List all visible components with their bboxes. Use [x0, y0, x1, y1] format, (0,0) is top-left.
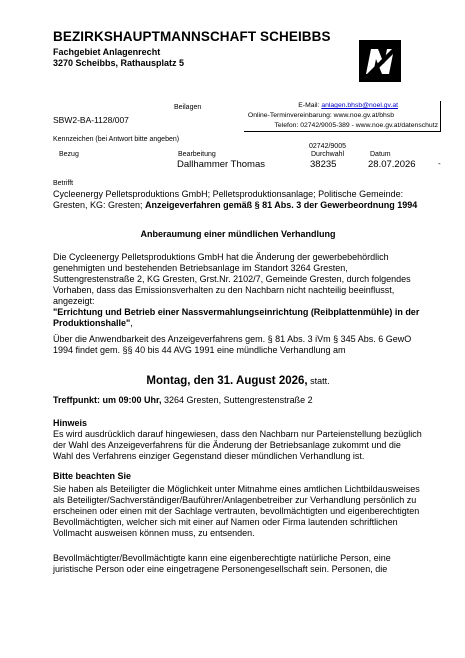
durchwahl-prefix: 02742/9005	[309, 143, 346, 150]
bearbeitung-label: Bearbeitung	[178, 151, 216, 158]
meeting-point-bold: Treffpunkt: um 09:00 Uhr,	[53, 395, 162, 405]
project-tail: ,	[130, 318, 133, 328]
hinweis-text: Es wird ausdrücklich darauf hingewiesen, dass den Nachbarn nur Parteienstellung bezüglich der Wahl des Anzeigeverfahrens für die Änderung der Betriebsanlage zukommt und die Wahl des Verfahrens einziger Gegenstand dieser mündlichen Verhandlung ist.	[53, 429, 422, 461]
durchwahl-value: 38235	[310, 159, 337, 170]
authority-address: 3270 Scheibbs, Rathausplatz 5	[53, 58, 185, 68]
betrifft-plain: Cycleenergy Pelletsproduktions GmbH; Pelletsproduktionsanlage; Politische Gemeinde: Gresten, KG: Gresten;	[53, 189, 404, 210]
document-title: Anberaumung einer mündlichen Verhandlung	[140, 229, 336, 239]
meeting-point	[53, 395, 423, 406]
margin-dash: -	[438, 159, 441, 168]
bitte-text-1: Sie haben als Beteiligter die Möglichkeit unter Mitnahme eines amtlichen Lichtbildausweises als Beteiligter/Sachverständiger/Bauführer/Anlagenbetreiber zur Verhandlung persönlich zu erscheinen oder einen mit der Sachlage vertrauten, bevollmächtigten und eigenberechtigten Bevollmächtigten, welcher sich mit einer auf Namen oder Firma lautenden schriftlichen Vollmacht ausweisen können muss, zu entsenden.	[53, 484, 420, 538]
bitte-text-2: Bevollmächtigter/Bevollmächtigte kann eine eigenberechtigte natürliche Person, eine juristische Person oder eine eingetragene Personengesellschaft sein. Personen, die	[53, 553, 391, 574]
hearing-date-tail: statt.	[307, 376, 330, 386]
project-title: "Errichtung und Betrieb einer Nassvermahlungseinrichtung (Reibplattenmühle) in der Produktionshalle"	[53, 307, 420, 328]
paragraph-notice	[53, 252, 423, 329]
betrifft-bold: Anzeigeverfahren gemäß § 81 Abs. 3 der Gewerbeordnung 1994	[145, 200, 418, 210]
paragraph-notice-text: Die Cycleenergy Pelletsproduktions GmbH hat die Änderung der gewerbebehördlich genehmigten und bestehenden Betriebsanlage im Standort 3264 Gresten, Suttengrestenstraße 2, KG Gresten, Grst.Nr. 2102/7, Gemeinde Gresten, durch folgendes Vorhaben, dass das Emissionsverhalten zu den Nachbarn nicht nachteilig beeinflusst, angezeigt:	[53, 252, 411, 306]
datum-value: 28.07.2026	[368, 159, 416, 170]
noe-logo-icon	[359, 40, 401, 82]
phone-line: Telefon: 02742/9005-389 - www.noe.gv.at/datenschutz	[274, 122, 438, 129]
authority-name: BEZIRKSHAUPTMANNSCHAFT SCHEIBBS	[53, 29, 331, 44]
kennzeichen-label: Kennzeichen (bei Antwort bitte angeben)	[53, 136, 180, 143]
bearbeitung-value: Dallhammer Thomas	[177, 159, 265, 170]
reference-number: SBW2-BA-1128/007	[53, 115, 129, 125]
datum-label: Datum	[370, 151, 391, 158]
beilagen-label: Beilagen	[174, 104, 202, 111]
online-appointment-line[interactable]: Online-Terminvereinbarung: www.noe.gv.at/bhsb	[247, 112, 394, 119]
hearing-date	[53, 371, 423, 389]
email-label: E-Mail:	[298, 102, 322, 109]
email-line	[244, 102, 398, 109]
bezug-label: Bezug	[59, 151, 79, 158]
email-link[interactable]: anlagen.bhsb@noel.gv.at	[321, 102, 398, 109]
durchwahl-label: Durchwahl	[311, 151, 345, 158]
betrifft-text	[53, 189, 423, 211]
hearing-date-bold: Montag, den 31. August 2026,	[146, 375, 308, 387]
department-name: Fachgebiet Anlagenrecht	[53, 47, 161, 57]
bitte-heading: Bitte beachten Sie	[53, 471, 132, 481]
hinweis-heading: Hinweis	[53, 418, 88, 428]
betrifft-label: Betrifft	[53, 180, 74, 187]
paragraph-applicability: Über die Anwendbarkeit des Anzeigeverfahrens gem. § 81 Abs. 3 iVm § 345 Abs. 6 GewO 1994 findet gem. §§ 40 bis 44 AVG 1991 eine mündliche Verhandlung am	[53, 334, 412, 355]
meeting-point-address: 3264 Gresten, Suttengrestenstraße 2	[161, 395, 313, 405]
letterhead-address	[53, 47, 184, 69]
